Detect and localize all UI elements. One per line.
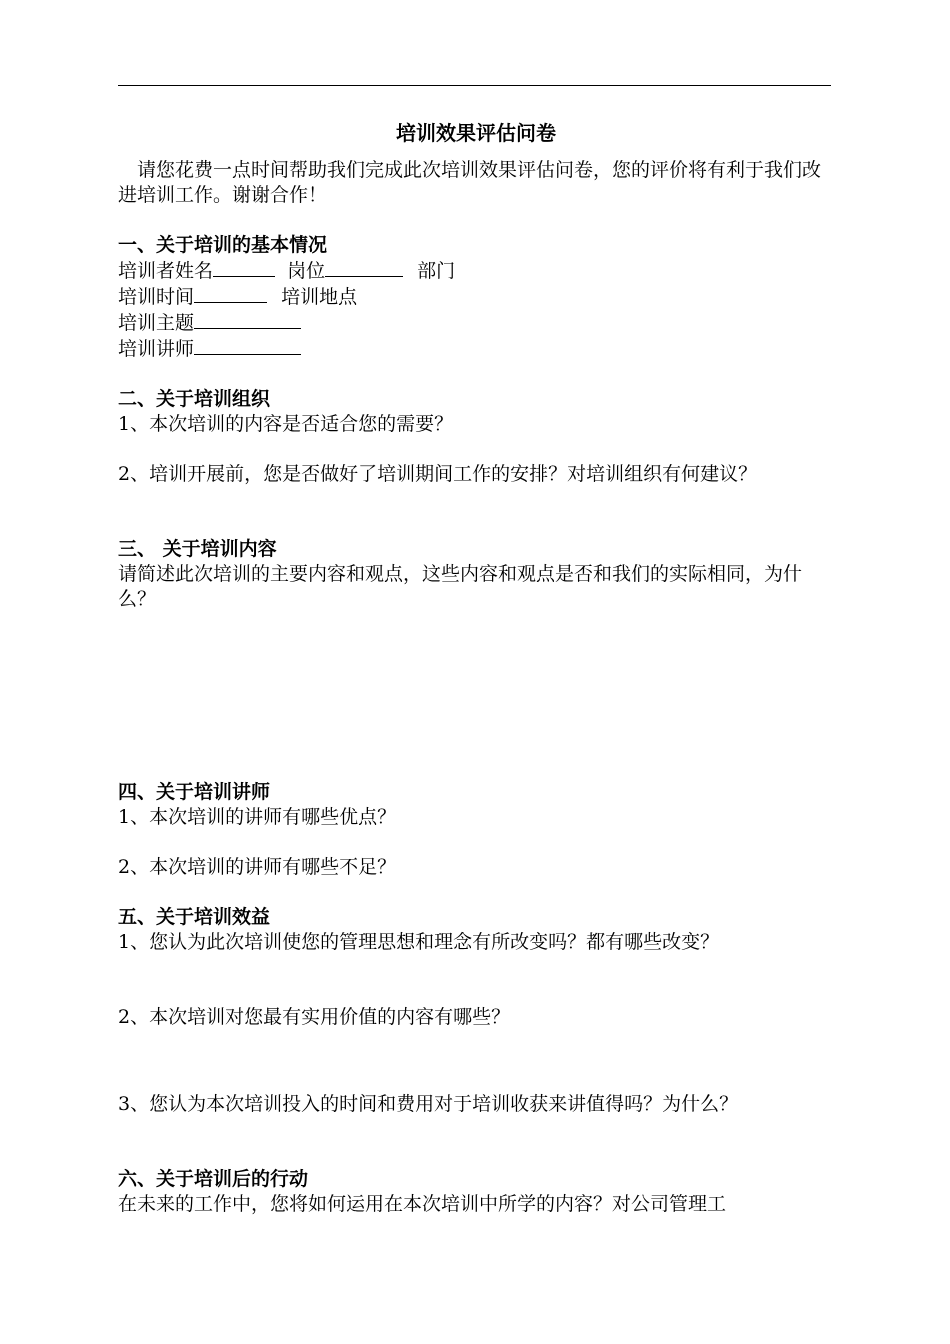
s4-question-1: 1、本次培训的讲师有哪些优点？ [118,806,397,828]
s6-question-1: 在未来的工作中，您将如何运用在本次培训中所学的内容？对公司管理工 [118,1193,727,1215]
s3-question-1: 请简述此次培训的主要内容和观点，这些内容和观点是否和我们的实际相同，为什么？ [118,563,803,610]
trainee-name-blank[interactable] [213,258,275,277]
header-rule [118,85,831,86]
time-place-row [118,284,834,310]
topic-row [118,310,834,336]
intro-paragraph: 请您花费一点时间帮助我们完成此次培训效果评估问卷，您的评价将有利于我们改进培训工作。谢谢合作！ [118,159,822,206]
s2-question-1: 1、本次培训的内容是否适合您的需要？ [118,413,454,435]
section-4-heading: 四、关于培训讲师 [118,781,271,803]
s2-question-2: 2、培训开展前，您是否做好了培训期间工作的安排？对培训组织有何建议？ [118,463,758,485]
place-label: 培训地点 [281,286,358,308]
section-2-heading: 二、关于培训组织 [118,388,271,410]
section-5-heading: 五、关于培训效益 [118,906,271,928]
section-1-heading: 一、关于培训的基本情况 [118,234,328,256]
lecturer-label: 培训讲师 [118,338,195,360]
s5-question-3: 3、您认为本次培训投入的时间和费用对于培训收获来讲值得吗？为什么？ [118,1093,739,1115]
trainee-name-label: 培训者姓名 [118,260,214,282]
lecturer-blank[interactable] [194,336,301,355]
section-6-heading: 六、关于培训后的行动 [118,1168,309,1190]
department-label: 部门 [417,260,456,282]
time-label: 培训时间 [118,286,195,308]
s5-question-1: 1、您认为此次培训使您的管理思想和理念有所改变吗？都有哪些改变？ [118,931,720,953]
name-position-dept-row [118,258,834,284]
topic-blank[interactable] [194,310,301,329]
questionnaire-document [118,120,834,1217]
lecturer-row [118,336,834,362]
topic-label: 培训主题 [118,312,195,334]
position-blank[interactable] [325,258,403,277]
s4-question-2: 2、本次培训的讲师有哪些不足？ [118,856,397,878]
time-blank[interactable] [194,284,267,303]
s5-question-2: 2、本次培训对您最有实用价值的内容有哪些？ [118,1006,511,1028]
position-label: 岗位 [287,260,326,282]
section-3-heading: 三、 关于培训内容 [118,538,277,560]
page-title: 培训效果评估问卷 [396,121,556,145]
